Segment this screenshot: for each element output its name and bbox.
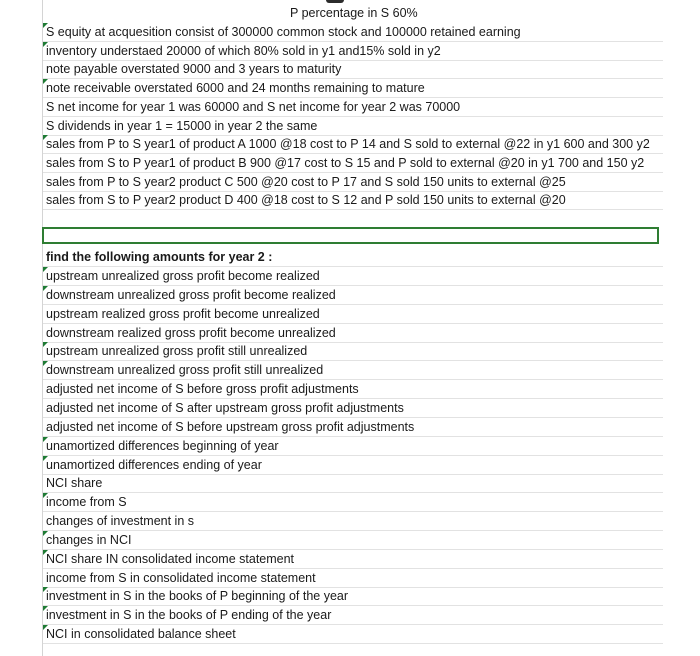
page-title: P percentage in S 60% (290, 6, 418, 20)
find-row[interactable] (43, 474, 663, 493)
given-row[interactable] (43, 98, 663, 117)
text-warning-indicator-icon (43, 437, 48, 442)
text-warning-indicator-icon (43, 361, 48, 366)
given-text: sales from S to P year2 product D 400 @18 cost to S 12 and P sold 150 units to external @20 (46, 193, 566, 208)
find-text: changes in NCI (46, 532, 132, 547)
text-warning-indicator-icon (43, 531, 48, 536)
find-text: upstream realized gross profit become unrealized (46, 306, 320, 321)
given-row[interactable] (43, 191, 663, 210)
find-text: downstream unrealized gross profit still unrealized (46, 363, 324, 378)
given-text: note receivable overstated 6000 and 24 months remaining to mature (46, 81, 425, 96)
text-warning-indicator-icon (43, 23, 48, 28)
find-text: investment in S in the books of P beginning of the year (46, 589, 349, 604)
text-warning-indicator-icon (43, 267, 48, 272)
given-text: inventory understaed 20000 of which 80% sold in y1 and15% sold in y2 (46, 43, 441, 58)
find-row[interactable] (43, 437, 663, 456)
given-row[interactable] (43, 60, 663, 79)
find-text: income from S in consolidated income statement (46, 570, 316, 585)
text-warning-indicator-icon (43, 550, 48, 555)
find-header: find the following amounts for year 2 : (43, 248, 663, 267)
find-row[interactable] (43, 550, 663, 569)
given-row[interactable] (43, 173, 663, 192)
find-text: downstream realized gross profit become unrealized (46, 325, 336, 340)
find-row[interactable] (43, 625, 663, 644)
find-text: NCI share IN consolidated income statement (46, 551, 295, 566)
text-warning-indicator-icon (43, 135, 48, 140)
text-warning-indicator-icon (43, 587, 48, 592)
text-warning-indicator-icon (43, 342, 48, 347)
find-text: income from S (46, 495, 127, 510)
given-text: S net income for year 1 was 60000 and S net income for year 2 was 70000 (46, 99, 461, 114)
find-text: investment in S in the books of P ending of the year (46, 608, 332, 623)
find-text: upstream unrealized gross profit become realized (46, 269, 320, 283)
find-row[interactable] (43, 342, 663, 361)
given-text: S equity at acquesition consist of 300000 common stock and 100000 retained earning (46, 25, 521, 39)
find-row[interactable] (43, 587, 663, 606)
find-text: NCI share (46, 476, 103, 491)
find-row[interactable] (43, 324, 663, 343)
find-row[interactable] (43, 418, 663, 437)
given-row[interactable] (43, 135, 663, 154)
text-warning-indicator-icon (43, 493, 48, 498)
find-row[interactable] (43, 606, 663, 625)
given-row[interactable] (43, 23, 663, 42)
given-text: sales from S to P year1 of product B 900 @17 cost to S 15 and P sold to external @20 in y1 700 and 150 y2 (46, 155, 645, 170)
text-warning-indicator-icon (43, 286, 48, 291)
find-row[interactable] (43, 286, 663, 305)
text-warning-indicator-icon (43, 625, 48, 630)
find-text: NCI in consolidated balance sheet (46, 627, 236, 642)
text-warning-indicator-icon (43, 606, 48, 611)
given-text: note payable overstated 9000 and 3 years to maturity (46, 62, 342, 77)
find-row[interactable] (43, 493, 663, 512)
text-warning-indicator-icon (43, 79, 48, 84)
given-text: sales from P to S year1 of product A 1000 @18 cost to P 14 and S sold to external @22 in y1 600 and 300 y2 (46, 137, 650, 152)
given-text: sales from P to S year2 product C 500 @20 cost to P 17 and S sold 150 units to external @25 (46, 174, 566, 189)
find-row[interactable] (43, 569, 663, 588)
find-text: upstream unrealized gross profit still unrealized (46, 344, 308, 359)
given-row[interactable] (43, 42, 663, 61)
find-text: adjusted net income of S before gross profit adjustments (46, 382, 359, 397)
given-row[interactable] (43, 79, 663, 98)
text-warning-indicator-icon (43, 42, 48, 47)
find-row[interactable] (43, 399, 663, 418)
cropped-shape (326, 0, 344, 3)
find-text: unamortized differences ending of year (46, 457, 262, 472)
selected-cell[interactable] (42, 227, 659, 244)
find-text: unamortized differences beginning of year (46, 438, 279, 453)
find-row[interactable] (43, 361, 663, 380)
find-row[interactable] (43, 267, 663, 286)
find-text: downstream unrealized gross profit become realized (46, 287, 336, 302)
find-text: changes of investment in s (46, 514, 194, 529)
find-row[interactable] (43, 531, 663, 550)
find-row[interactable] (43, 380, 663, 399)
given-row[interactable] (43, 154, 663, 173)
given-row[interactable] (43, 117, 663, 136)
find-row[interactable] (43, 305, 663, 324)
find-row[interactable] (43, 512, 663, 531)
text-warning-indicator-icon (43, 456, 48, 461)
find-text: adjusted net income of S before upstream gross profit adjustments (46, 419, 415, 434)
find-text: adjusted net income of S after upstream gross profit adjustments (46, 400, 404, 415)
given-text: S dividends in year 1 = 15000 in year 2 the same (46, 118, 318, 133)
find-row[interactable] (43, 456, 663, 475)
